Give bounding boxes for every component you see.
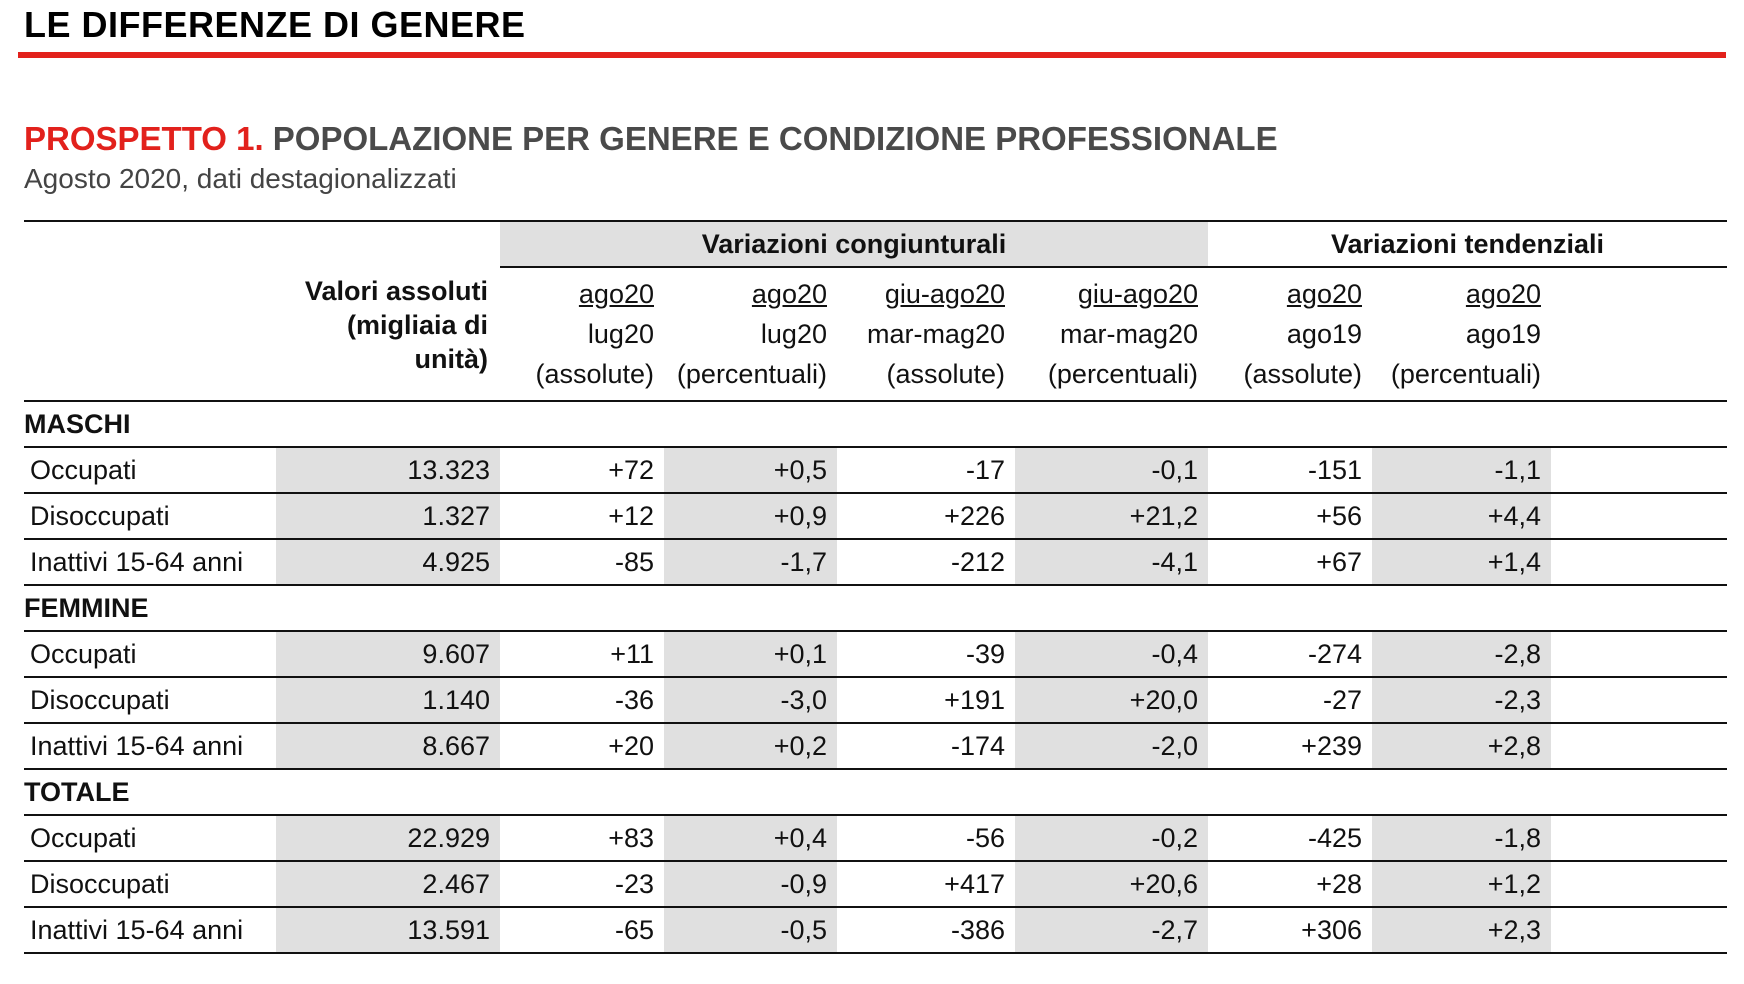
table-subtitle: Agosto 2020, dati destagionalizzati [24,163,457,194]
table-cell: -0,1 [1015,448,1208,492]
table-cell: -0,4 [1015,632,1208,676]
table-cell: -4,1 [1015,540,1208,584]
table-row [24,678,1727,722]
row-label: Disoccupati [30,501,170,531]
group-header-rule [500,266,1727,268]
column-header-line: ago19 [1286,319,1362,349]
table-cell: -0,5 [664,908,837,952]
column-header-line: lug20 [760,319,827,349]
column-header-line: (percentuali) [1047,359,1198,389]
table-cell: +1,4 [1372,540,1551,584]
page-title: LE DIFFERENZE DI GENERE [24,4,526,45]
section-label: TOTALE [24,777,130,807]
table-cell: +20,0 [1015,678,1208,722]
section-label: FEMMINE [24,593,149,623]
table-row [24,816,1727,860]
table-cell: +0,5 [664,448,837,492]
table-heading [24,120,1278,158]
table-cell: +83 [608,823,654,853]
table-cell: -425 [1307,823,1362,853]
table-cell: -23 [614,869,654,899]
column-header-line: giu-ago20 [1077,279,1198,309]
table-cell: +72 [608,455,654,485]
table-cell: -2,7 [1015,908,1208,952]
table-cell: +2,3 [1372,908,1551,952]
column-header-line: (assolute) [535,359,654,389]
table-cell: -3,0 [664,678,837,722]
table-cell: +417 [944,869,1005,899]
column-header [664,274,827,394]
group-tendenziali-label: Variazioni tendenziali [1330,229,1605,259]
section-bottom-rule [24,952,1727,954]
table-cell: +4,4 [1372,494,1551,538]
title-rule [18,52,1726,58]
column-header-line: giu-ago20 [884,279,1005,309]
row-label: Inattivi 15-64 anni [30,915,244,945]
table-label: PROSPETTO 1. [24,120,264,157]
table-cell: 1.327 [276,494,500,538]
column-header-line: ago20 [578,279,654,309]
table-cell: 4.925 [276,540,500,584]
column-header-line: mar-mag20 [866,319,1005,349]
table-subject: POPOLAZIONE PER GENERE E CONDIZIONE PROFESSIONALE [263,120,1278,157]
table-cell: -2,0 [1015,724,1208,768]
table-row [24,540,1727,584]
table-cell: 8.667 [276,724,500,768]
column-header-line: (percentuali) [676,359,827,389]
column-header-line: (assolute) [1243,359,1362,389]
table-cell: +191 [944,685,1005,715]
table-row [24,494,1727,538]
row-label: Inattivi 15-64 anni [30,731,244,761]
table-cell: 22.929 [276,816,500,860]
table-cell: -27 [1322,685,1362,715]
column-header-line: (assolute) [886,359,1005,389]
table-cell: -386 [950,915,1005,945]
table-cell: +1,2 [1372,862,1551,906]
table-cell: -1,1 [1372,448,1551,492]
column-header-line: ago20 [751,279,827,309]
column-header-line: mar-mag20 [1059,319,1198,349]
row-label: Occupati [30,823,137,853]
table-cell: +21,2 [1015,494,1208,538]
column-header-line: (migliaia di unità) [346,310,488,374]
table-cell: +306 [1301,915,1362,945]
row-label: Occupati [30,455,137,485]
table-row [24,448,1727,492]
table-cell: -1,7 [664,540,837,584]
column-header-line: Valori assoluti [304,276,488,306]
column-header-line: lug20 [587,319,654,349]
table-cell: +0,2 [664,724,837,768]
row-label: Inattivi 15-64 anni [30,547,244,577]
table-cell: -85 [614,547,654,577]
column-header-line: (percentuali) [1390,359,1541,389]
table-cell: -65 [614,915,654,945]
table-row [24,908,1727,952]
table-cell: -151 [1307,455,1362,485]
table-cell: 13.323 [276,448,500,492]
table-cell: -0,2 [1015,816,1208,860]
column-header-line: ago20 [1286,279,1362,309]
table-cell: +20,6 [1015,862,1208,906]
column-header [1372,274,1541,394]
table-cell: -174 [950,731,1005,761]
table-cell: +239 [1301,731,1362,761]
header-bottom-rule [24,400,1727,402]
table-cell: -2,3 [1372,678,1551,722]
table-cell: +11 [610,639,654,669]
table-cell: -36 [614,685,654,715]
table-cell: -39 [965,639,1005,669]
table-cell: +67 [1316,547,1362,577]
section-label: MASCHI [24,409,131,439]
table-cell: -1,8 [1372,816,1551,860]
table-cell: +2,8 [1372,724,1551,768]
table-cell: +226 [944,501,1005,531]
table-row [24,862,1727,906]
table-cell: +12 [608,501,654,531]
table-cell: +56 [1316,501,1362,531]
column-header [837,274,1005,394]
table-cell: 13.591 [276,908,500,952]
table-cell: 2.467 [276,862,500,906]
table-cell: -212 [950,547,1005,577]
table-row [24,724,1727,768]
row-label: Disoccupati [30,869,170,899]
row-label: Occupati [30,639,137,669]
group-congiunturali-label: Variazioni congiunturali [701,229,1007,259]
table-cell: -0,9 [664,862,837,906]
column-header [500,274,654,394]
table-cell: 9.607 [276,632,500,676]
column-header-line: ago19 [1465,319,1541,349]
column-header-line: ago20 [1465,279,1541,309]
column-header-valori-assoluti [276,274,488,376]
table-cell: +0,9 [664,494,837,538]
row-label: Disoccupati [30,685,170,715]
column-header [1015,274,1198,394]
table-cell: +0,1 [664,632,837,676]
table-cell: +20 [608,731,654,761]
column-header [1208,274,1362,394]
section-bottom-rule [24,768,1727,770]
table-cell: -17 [965,455,1005,485]
table-cell: +0,4 [664,816,837,860]
table-cell: +28 [1316,869,1362,899]
table-cell: -56 [965,823,1005,853]
table-cell: -274 [1307,639,1362,669]
table-row [24,632,1727,676]
table-cell: -2,8 [1372,632,1551,676]
section-bottom-rule [24,584,1727,586]
table-cell: 1.140 [276,678,500,722]
